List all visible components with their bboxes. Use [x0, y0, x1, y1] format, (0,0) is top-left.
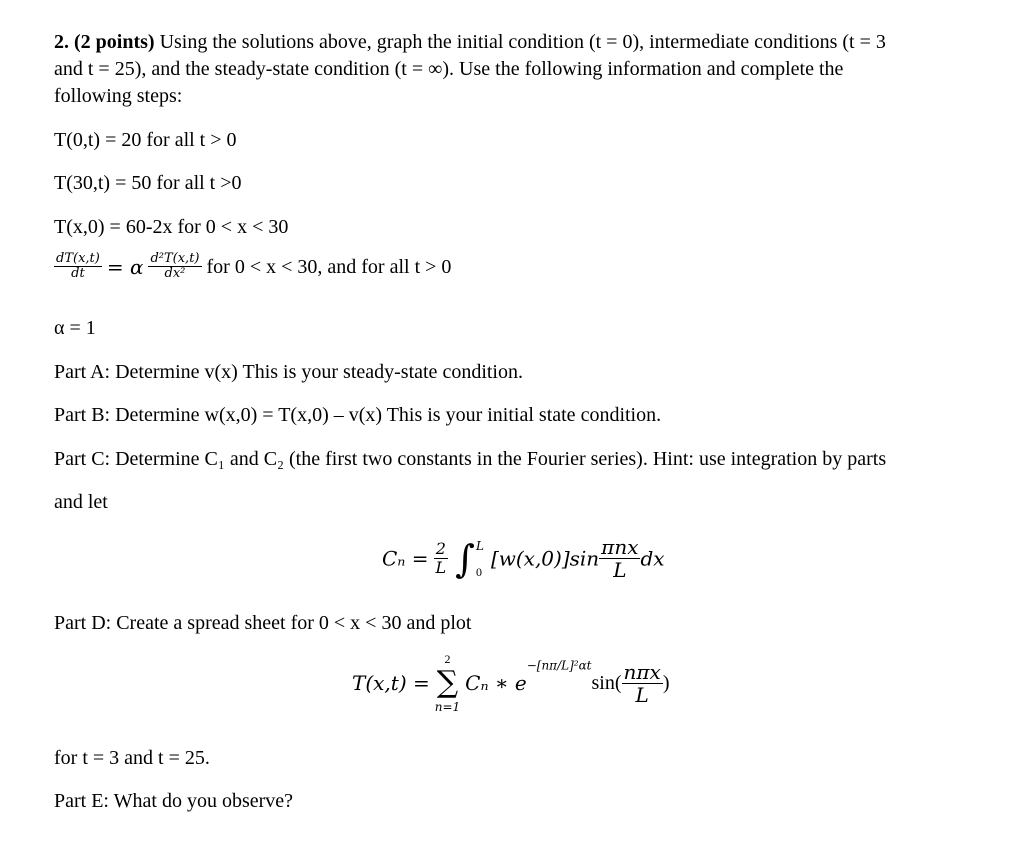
cn-lhs: Cₙ =	[382, 546, 429, 571]
t-lhs: T(x,t) =	[352, 671, 430, 695]
integral	[455, 536, 484, 581]
intro-line-2: and t = 25), and the steady-state condition (t = ∞). Use the following information and complete the	[54, 58, 844, 80]
sine-arg-fraction	[599, 536, 640, 581]
part-b: Part B: Determine w(x,0) = T(x,0) – v(x) This is your initial state condition.	[54, 404, 662, 426]
pde-domain: for 0 < x < 30, and for all t > 0	[201, 255, 452, 278]
rhs-numerator: d²T(x,t)	[150, 251, 200, 266]
integral-sign: ∫	[455, 536, 475, 581]
close-paren: )	[662, 672, 670, 694]
intro-line-1	[54, 29, 886, 56]
rhs-denominator: dx²	[164, 266, 186, 282]
sum-sign: ∑	[436, 665, 459, 700]
integral-lower: 0	[475, 564, 482, 579]
term: Cₙ ∗ e	[465, 671, 527, 695]
lhs-numerator: dT(x,t)	[56, 251, 100, 266]
pde-equation	[54, 252, 451, 282]
sin-arg-fraction	[622, 661, 663, 706]
part-d: Part D: Create a spread sheet for 0 < x < 30 and plot	[54, 612, 472, 634]
sin: sin(	[591, 672, 622, 694]
dx: dx	[640, 546, 665, 571]
sum-lower: n=1	[434, 700, 461, 714]
arg-den: L	[613, 558, 627, 582]
condition-left-boundary: T(0,t) = 20 for all t > 0	[54, 129, 237, 151]
part-d-continued: for t = 3 and t = 25.	[54, 747, 210, 769]
intro-text: Using the solutions above, graph the initial condition (t = 0), intermediate conditions (t = 3	[154, 31, 886, 53]
coef-num: 2	[434, 540, 449, 559]
part-c: Part C: Determine C₁ and C₂ (the first two constants in the Fourier series). Hint: use integration by parts	[54, 448, 887, 470]
arg-num: nπx	[623, 659, 661, 684]
lhs-fraction	[54, 252, 102, 282]
equals-alpha: = α	[106, 254, 144, 279]
condition-right-boundary: T(30,t) = 50 for all t >0	[54, 172, 242, 194]
coef-den: L	[435, 558, 447, 577]
part-e: Part E: What do you observe?	[54, 790, 294, 812]
integral-limits	[475, 540, 484, 578]
cn-equation	[382, 536, 665, 581]
part-a: Part A: Determine v(x) This is your steady-state condition.	[54, 361, 523, 383]
rhs-fraction	[148, 252, 201, 282]
arg-den: L	[635, 682, 649, 707]
exponent: −[nπ/L]²αt	[526, 658, 592, 673]
part-c-continued: and let	[54, 491, 108, 513]
coef-fraction	[434, 540, 449, 576]
intro-line-3: following steps:	[54, 85, 183, 107]
t-equation	[352, 652, 669, 714]
arg-num: πnx	[601, 535, 639, 559]
condition-initial: T(x,0) = 60-2x for 0 < x < 30	[54, 216, 289, 238]
alpha-value: α = 1	[54, 317, 96, 339]
integrand: [w(x,0)]sin	[490, 546, 600, 571]
integral-upper: L	[475, 538, 484, 553]
sum-upper: 2	[444, 652, 451, 666]
summation	[435, 652, 460, 714]
lhs-denominator: dt	[71, 266, 85, 282]
problem-number: 2. (2 points)	[54, 31, 155, 53]
